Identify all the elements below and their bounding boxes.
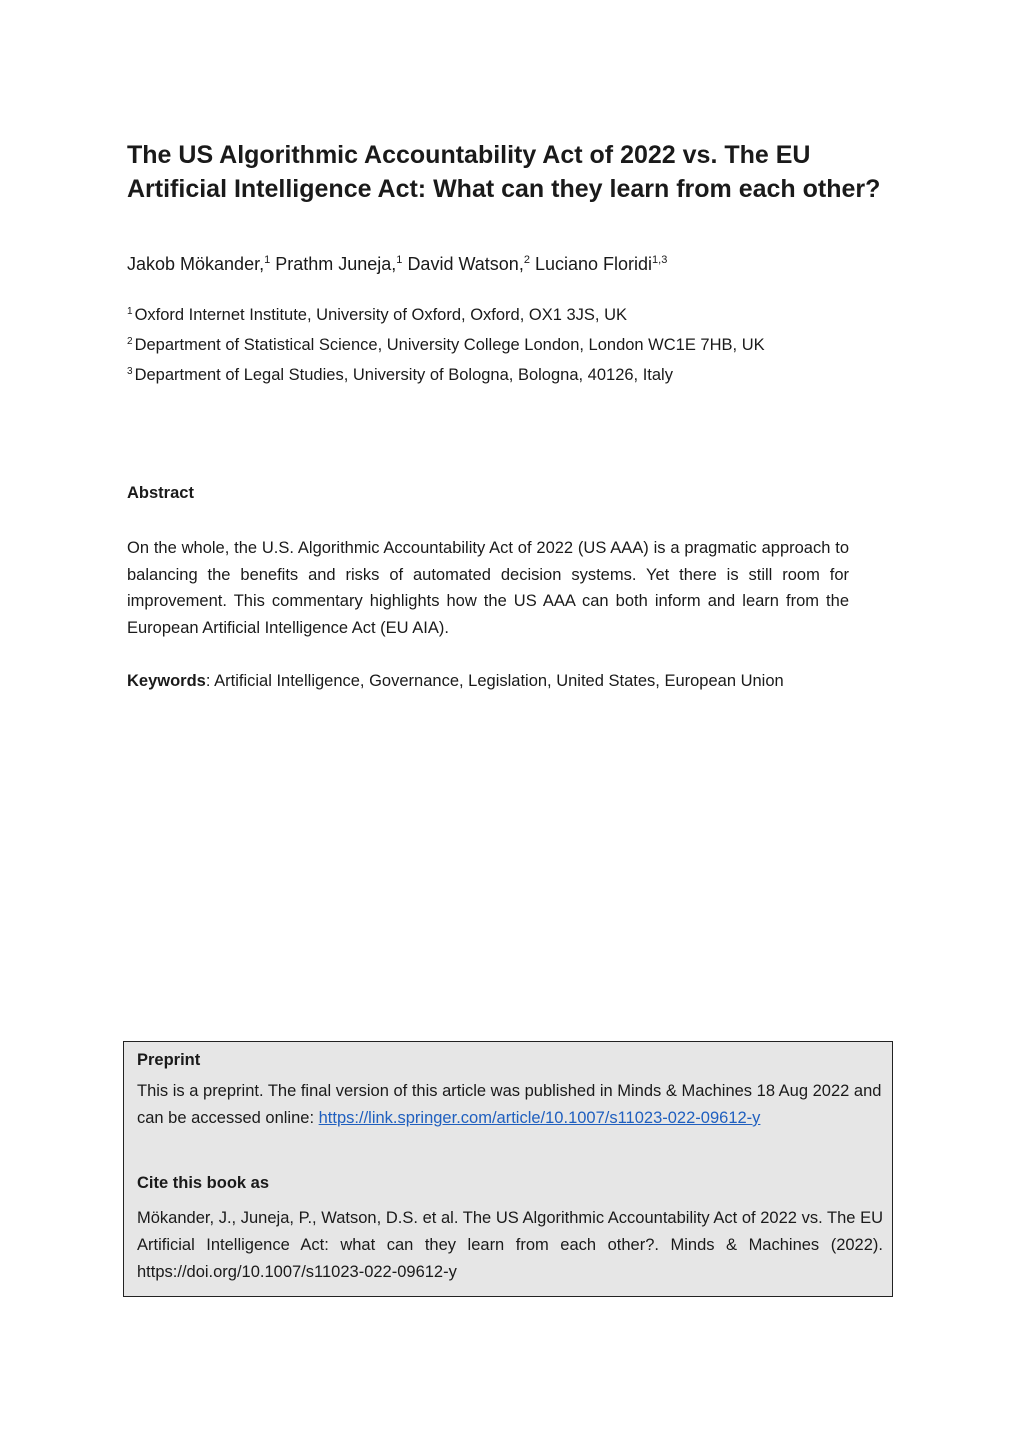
author-affiliation-mark: 1: [396, 254, 403, 266]
author-name: David Watson,: [407, 254, 524, 274]
preprint-body: This is a preprint. The final version of this article was published in Minds & Machines 18 Aug 2022 and can be accessed online:: [137, 1082, 882, 1127]
affiliation-number: 3: [127, 366, 133, 377]
affiliation: [127, 334, 765, 356]
paper-title: The US Algorithmic Accountability Act of 2022 vs. The EU Artificial Intelligence Act: What can they learn from each other?: [127, 141, 881, 203]
affiliation-text: Oxford Internet Institute, University of Oxford, Oxford, OX1 3JS, UK: [134, 306, 628, 324]
author-name: Jakob Mökander,: [127, 254, 265, 274]
abstract-heading: Abstract: [127, 484, 194, 502]
affiliation-text: Department of Statistical Science, University College London, London WC1E 7HB, UK: [134, 336, 765, 354]
author-affiliation-mark: 1,3: [652, 254, 668, 266]
affiliation: [127, 364, 673, 386]
author-affiliation-mark: 2: [523, 254, 530, 266]
abstract-text: On the whole, the U.S. Algorithmic Accountability Act of 2022 (US AAA) is a pragmatic approach to balancing the benefits and risks of automated decision systems. Yet there is still room for improvement. This commentary highlights how the US AAA can both inform and learn from the European Artificial Intelligence Act (EU AIA).: [127, 539, 849, 637]
author-affiliation-mark: 1: [264, 254, 271, 266]
citation-text: Mökander, J., Juneja, P., Watson, D.S. et al. The US Algorithmic Accountability Act of 2022 vs. The EU Artificial Intelligence Act: what can they learn from each other?. Minds & Machines (2022). https://doi.org/10.1007/s11023-022-09612-y: [137, 1209, 883, 1281]
preprint-heading: Preprint: [137, 1051, 201, 1069]
keywords-label: Keywords: [127, 672, 206, 690]
affiliation-number: 1: [127, 306, 133, 317]
keywords: [127, 669, 784, 693]
author-name: Luciano Floridi: [534, 254, 653, 274]
preprint-notice-box: [123, 1041, 893, 1297]
author-list: [127, 251, 667, 277]
affiliation: [127, 304, 627, 326]
article-link[interactable]: https://link.springer.com/article/10.1007/s11023-022-09612-y: [318, 1109, 761, 1127]
cite-heading: Cite this book as: [137, 1174, 270, 1192]
keywords-text: : Artificial Intelligence, Governance, Legislation, United States, European Union: [205, 672, 784, 690]
affiliation-text: Department of Legal Studies, University of Bologna, Bologna, 40126, Italy: [134, 366, 673, 384]
author-name: Prathm Juneja,: [275, 254, 397, 274]
affiliation-number: 2: [127, 336, 133, 347]
preprint-text: [137, 1078, 883, 1132]
